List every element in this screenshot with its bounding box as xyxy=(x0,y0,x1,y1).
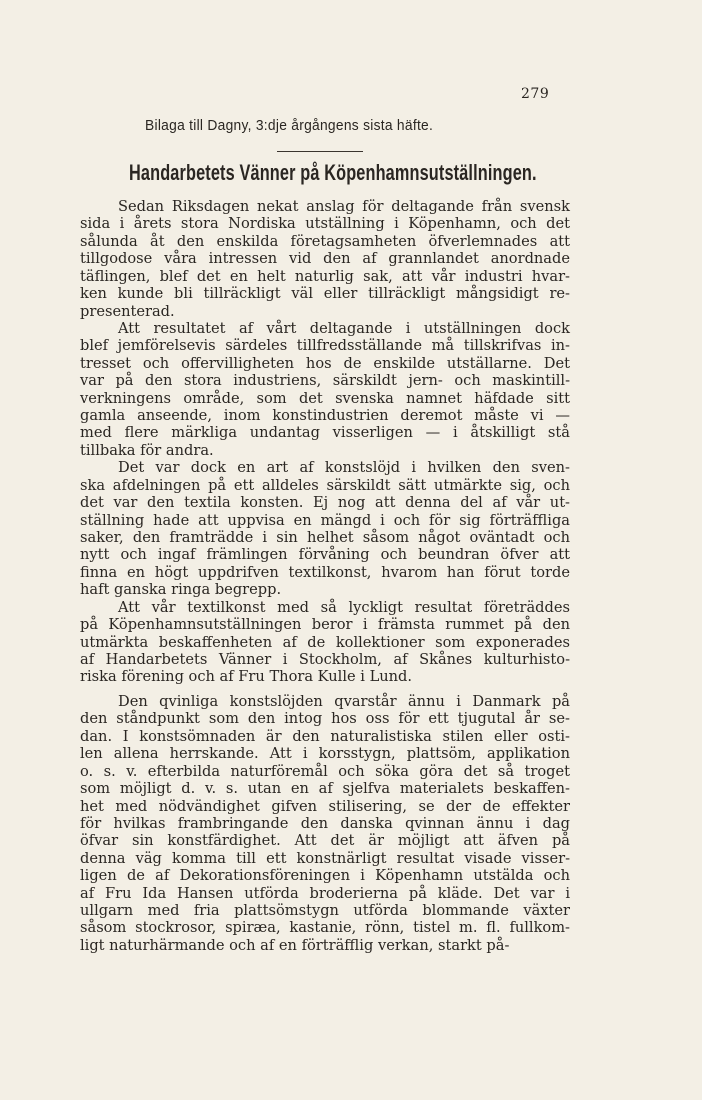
page-number: 279 xyxy=(521,86,550,102)
article-title: Handarbetets Vänner på Köpenhamnsutställningen. xyxy=(129,160,537,185)
article-section-1 xyxy=(80,198,570,686)
title-divider xyxy=(277,151,363,152)
text-line: verkningens område, som det svenska namnet häfdade sitt xyxy=(80,389,570,407)
text-line: blef jemförelsevis särdeles tillfredsställande må tillskrifvas in- xyxy=(80,337,570,355)
text-line: sida i årets stora Nordiska utställning i Köpenhamn, och det xyxy=(80,215,570,233)
text-line: var på den stora industriens, särskildt jern- och maskintill- xyxy=(80,372,570,390)
text-line: Att vår textilkonst med så lyckligt resultat företräddes xyxy=(118,598,570,616)
text-line: Den qvinliga konstslöjden qvarstår ännu i Danmark på xyxy=(118,693,570,710)
text-line: för hvilkas frambringande den danska qvinnan ännu i dag xyxy=(80,814,570,832)
text-line: ligen de af Dekorationsföreningen i Köpenhamn utstälda och xyxy=(80,867,570,885)
text-line: af Fru Ida Hansen utförda broderierna på kläde. Det var i xyxy=(80,884,570,902)
text-line: med flere märkliga undantag visserligen — i åtskilligt stå xyxy=(80,424,570,442)
text-line: ken kunde bli tillräckligt väl eller tillräckligt mångsidigt re- xyxy=(80,285,570,303)
text-line: ligt naturhärmande och af en förträfflig verkan, starkt på- xyxy=(80,936,510,954)
supplement-line: Bilaga till Dagny, 3:dje årgångens sista häfte. xyxy=(145,117,434,134)
text-line: tillgodose våra intressen vid den af grannlandet anordnade xyxy=(80,250,570,268)
text-line: utmärkta beskaffenheten af de kollektioner som exponerades xyxy=(80,633,570,651)
text-line: dan. I konstsömnaden är den naturalistiska stilen eller osti- xyxy=(80,727,570,745)
text-line: haft ganska ringa begrepp. xyxy=(80,581,282,599)
text-line: nytt och ingaf främlingen förvåning och beundran öfver att xyxy=(80,546,570,564)
text-line: Sedan Riksdagen nekat anslag för deltagande från svensk xyxy=(118,198,570,215)
text-line: Det var dock en art af konstslöjd i hvilken den sven- xyxy=(118,459,570,477)
text-line: som möjligt d. v. s. utan en af sjelfva materialets beskaffen- xyxy=(80,780,570,798)
text-line: denna väg komma till ett konstnärligt resultat visade visser- xyxy=(80,849,570,867)
text-line: presenterad. xyxy=(80,302,175,320)
text-line: ullgarn med fria plattsömstygn utförda blommande växter xyxy=(80,902,570,920)
text-line: öfvar sin konstfärdighet. Att det är möjligt att äfven på xyxy=(80,832,570,850)
text-line: den ståndpunkt som den intog hos oss för ett tjugutal år se- xyxy=(80,710,570,728)
text-line: o. s. v. efterbilda naturföremål och söka göra det så troget xyxy=(80,762,570,780)
text-line: finna en högt uppdrifven textilkonst, hvarom han förut torde xyxy=(80,563,570,581)
text-line: af Handarbetets Vänner i Stockholm, af Skånes kulturhisto- xyxy=(80,650,570,668)
text-line: len allena herrskande. Att i korsstygn, plattsöm, applikation xyxy=(80,745,570,763)
text-line: riska förening och af Fru Thora Kulle i Lund. xyxy=(80,668,413,686)
article-section-2 xyxy=(80,693,570,954)
text-line: på Köpenhamnsutställningen beror i främsta rummet på den xyxy=(80,616,570,634)
text-line: het med nödvändighet gifven stilisering, se der de effekter xyxy=(80,797,570,815)
text-line: täflingen, blef det en helt naturlig sak, att vår industri hvar- xyxy=(80,267,570,285)
text-line: gamla anseende, inom konstindustrien deremot måste vi — xyxy=(80,407,570,425)
text-line: sålunda åt den enskilda företagsamheten öfverlemnades att xyxy=(80,232,570,250)
text-line: tresset och offervilligheten hos de enskilde utställarne. Det xyxy=(80,354,570,372)
text-line: det var den textila konsten. Ej nog att denna del af vår ut- xyxy=(80,494,570,512)
text-line: saker, den framträdde i sin helhet såsom något oväntadt och xyxy=(80,529,570,547)
text-line: Att resultatet af vårt deltagande i utställningen dock xyxy=(118,319,570,337)
text-line: ställning hade att uppvisa en mängd i och för sig förträffliga xyxy=(80,511,570,529)
text-line: ska afdelningen på ett alldeles särskildt sätt utmärkte sig, och xyxy=(80,476,570,494)
text-line: tillbaka för andra. xyxy=(80,441,214,459)
text-line: såsom stockrosor, spiræa, kastanie, rönn, tistel m. fl. fullkom- xyxy=(80,919,570,937)
